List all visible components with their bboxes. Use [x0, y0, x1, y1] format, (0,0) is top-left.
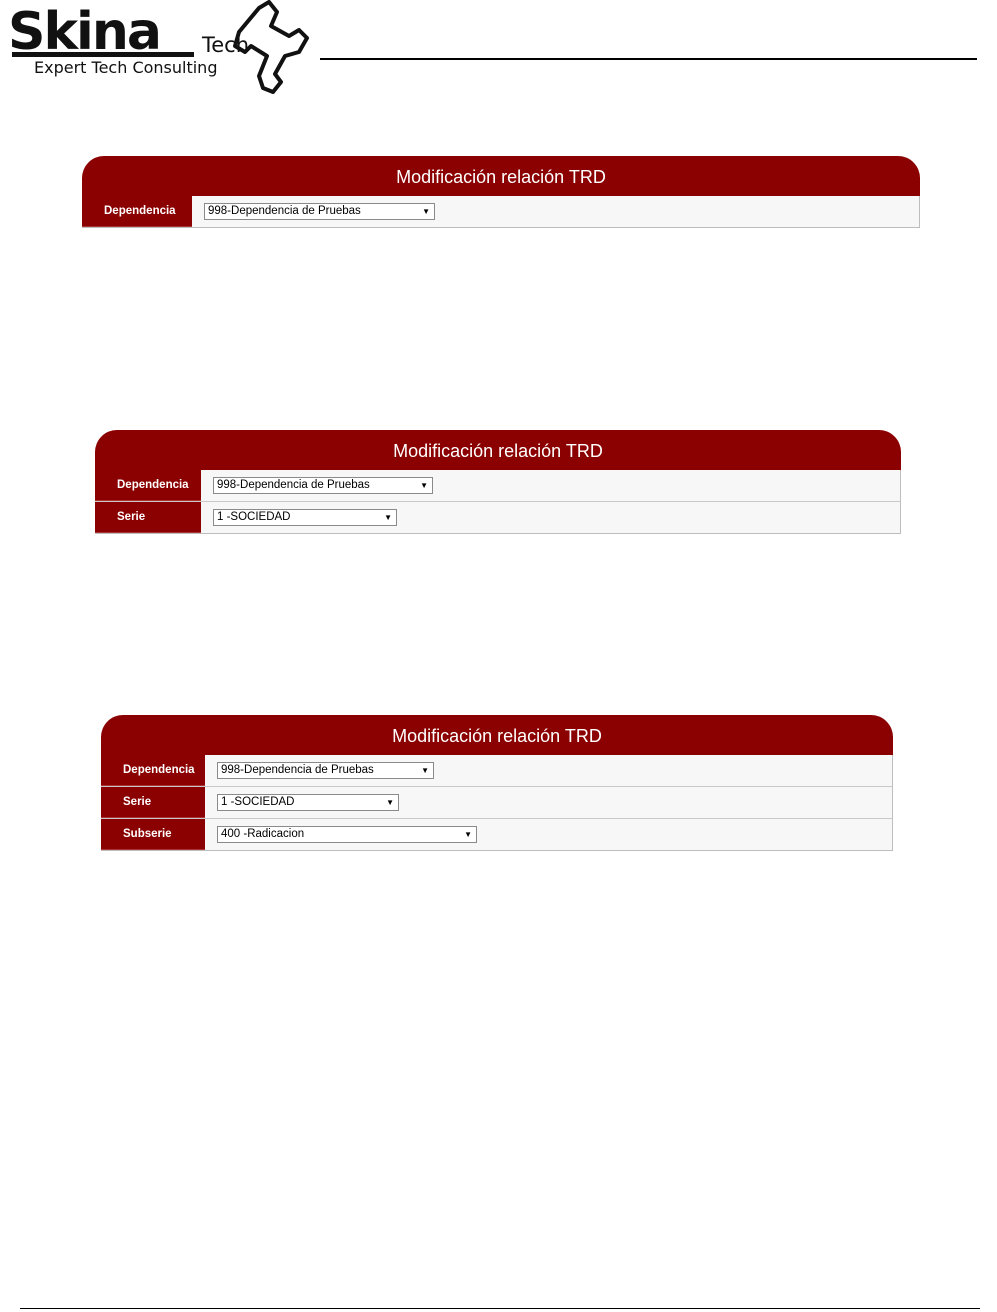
select-value: 1 -SOCIEDAD [221, 796, 295, 808]
panel-title: Modificación relación TRD [82, 156, 920, 196]
subserie-select[interactable] [217, 826, 477, 843]
trd-form-panel-1 [82, 156, 920, 228]
select-value: 998-Dependencia de Pruebas [221, 764, 374, 776]
field-cell [205, 755, 893, 786]
chevron-down-icon: ▼ [464, 830, 472, 839]
form-row-dependencia [82, 196, 920, 228]
header-divider [320, 58, 977, 60]
chevron-down-icon: ▼ [384, 513, 392, 522]
serie-select[interactable] [213, 509, 397, 526]
company-logo [4, 0, 324, 96]
form-row-serie [101, 787, 893, 819]
form-row-dependencia [95, 470, 901, 502]
field-cell [201, 502, 901, 533]
chevron-down-icon: ▼ [420, 481, 428, 490]
select-value: 400 -Radicacion [221, 828, 305, 840]
select-value: 998-Dependencia de Pruebas [208, 205, 361, 217]
field-label: Subserie [101, 819, 205, 850]
field-label: Dependencia [101, 755, 205, 786]
panel-title: Modificación relación TRD [95, 430, 901, 470]
dependencia-select[interactable] [217, 762, 434, 779]
chevron-down-icon: ▼ [421, 766, 429, 775]
serie-select[interactable] [217, 794, 399, 811]
logo-brand-text: Skina [8, 2, 160, 62]
form-row-subserie [101, 819, 893, 851]
select-value: 998-Dependencia de Pruebas [217, 479, 370, 491]
form-row-dependencia [101, 755, 893, 787]
select-value: 1 -SOCIEDAD [217, 511, 291, 523]
chevron-down-icon: ▼ [386, 798, 394, 807]
dependencia-select[interactable] [204, 203, 435, 220]
panel-title: Modificación relación TRD [101, 715, 893, 755]
field-label: Serie [101, 787, 205, 818]
field-label: Serie [95, 502, 201, 533]
field-label: Dependencia [82, 196, 192, 227]
dependencia-select[interactable] [213, 477, 433, 494]
trd-form-panel-2 [95, 430, 901, 534]
logo-tagline: Expert Tech Consulting [34, 58, 218, 77]
footer-divider [20, 1308, 980, 1309]
field-cell [205, 819, 893, 850]
field-cell [192, 196, 920, 227]
form-row-serie [95, 502, 901, 534]
field-label: Dependencia [95, 470, 201, 501]
trd-form-panel-3 [101, 715, 893, 851]
logo-tech-text: Tech [202, 33, 250, 57]
field-cell [205, 787, 893, 818]
field-cell [201, 470, 901, 501]
chevron-down-icon: ▼ [422, 207, 430, 216]
